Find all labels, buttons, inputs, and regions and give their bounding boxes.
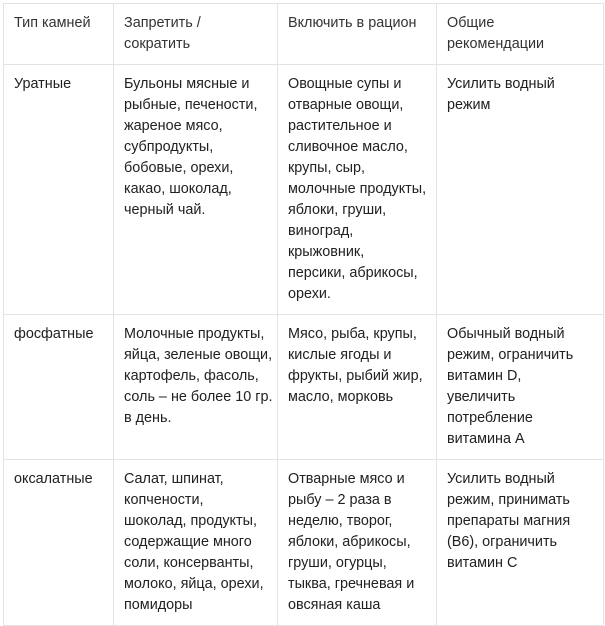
cell-line: жареное мясо, xyxy=(124,118,223,134)
stone-type-cell xyxy=(4,65,114,315)
cell-line: Уратные xyxy=(14,76,72,92)
cell-line: Тип камней xyxy=(14,15,91,31)
cell-line: растительное и xyxy=(288,118,392,134)
cell-line: витамин С xyxy=(447,555,518,571)
cell-line: Салат, шпинат, xyxy=(124,471,224,487)
cell-line: орехи. xyxy=(288,286,331,302)
cell-line: тыква, гречневая и xyxy=(288,576,415,592)
cell-line: молочные продукты, xyxy=(288,181,427,197)
cell-line: Запретить / xyxy=(124,15,201,31)
cell-line: Усилить водный xyxy=(447,471,555,487)
cell-line: режим, принимать xyxy=(447,492,570,508)
header-stone-type xyxy=(4,4,114,65)
stone-type-cell xyxy=(4,460,114,626)
table-row xyxy=(4,315,604,460)
restrict-cell xyxy=(114,65,278,315)
cell-line: рекомендации xyxy=(447,36,545,52)
cell-line: груши, огурцы, xyxy=(288,555,387,571)
cell-line: бобовые, орехи, xyxy=(124,160,234,176)
cell-line: Общие xyxy=(447,15,495,31)
cell-line: рыбные, печености, xyxy=(124,97,258,113)
cell-line: режим xyxy=(447,97,491,113)
cell-line: препараты магния xyxy=(447,513,571,529)
cell-line: увеличить xyxy=(447,389,516,405)
cell-line: в день. xyxy=(124,410,172,426)
cell-line: виноград, xyxy=(288,223,354,239)
cell-line: режим, ограничить xyxy=(447,347,574,363)
restrict-cell xyxy=(114,315,278,460)
cell-line: рыбу – 2 раза в xyxy=(288,492,392,508)
cell-line: (В6), ограничить xyxy=(447,534,558,550)
cell-line: витамина А xyxy=(447,431,525,447)
cell-line: Овощные супы и xyxy=(288,76,402,92)
cell-line: яблоки, груши, xyxy=(288,202,387,218)
cell-line: молоко, яйца, орехи, xyxy=(124,576,264,592)
cell-line: сливочное масло, xyxy=(288,139,408,155)
advice-cell xyxy=(437,65,604,315)
cell-line: Мясо, рыба, крупы, xyxy=(288,326,417,342)
cell-line: оксалатные xyxy=(14,471,93,487)
cell-line: субпродукты, xyxy=(124,139,214,155)
advice-cell xyxy=(437,460,604,626)
cell-line: картофель, фасоль, xyxy=(124,368,259,384)
cell-line: Молочные продукты, xyxy=(124,326,265,342)
header-restrict xyxy=(114,4,278,65)
cell-line: яйца, зеленые овощи, xyxy=(124,347,273,363)
restrict-cell xyxy=(114,460,278,626)
diet-table xyxy=(3,3,604,626)
header-recommendations xyxy=(437,4,604,65)
cell-line: крыжовник, xyxy=(288,244,365,260)
cell-line: неделю, творог, xyxy=(288,513,393,529)
cell-line: персики, абрикосы, xyxy=(288,265,418,281)
cell-line: Усилить водный xyxy=(447,76,555,92)
table-row xyxy=(4,65,604,315)
cell-line: Обычный водный xyxy=(447,326,565,342)
cell-line: витамин D, xyxy=(447,368,522,384)
include-cell xyxy=(278,315,437,460)
advice-cell xyxy=(437,315,604,460)
cell-line: сократить xyxy=(124,36,191,52)
cell-line: помидоры xyxy=(124,597,193,613)
table-header-row xyxy=(4,4,604,65)
cell-line: потребление xyxy=(447,410,533,426)
cell-line: какао, шоколад, xyxy=(124,181,232,197)
header-include xyxy=(278,4,437,65)
cell-line: соль – не более 10 гр. xyxy=(124,389,273,405)
cell-line: Отварные мясо и xyxy=(288,471,405,487)
cell-line: овсяная каша xyxy=(288,597,381,613)
cell-line: Включить в рацион xyxy=(288,15,417,31)
cell-line: копчености, xyxy=(124,492,204,508)
cell-line: фосфатные xyxy=(14,326,94,342)
include-cell xyxy=(278,65,437,315)
cell-line: Бульоны мясные и xyxy=(124,76,250,92)
cell-line: черный чай. xyxy=(124,202,206,218)
cell-line: кислые ягоды и xyxy=(288,347,392,363)
cell-line: масло, морковь xyxy=(288,389,394,405)
cell-line: фрукты, рыбий жир, xyxy=(288,368,423,384)
cell-line: соли, консерванты, xyxy=(124,555,254,571)
table-row xyxy=(4,460,604,626)
stone-type-cell xyxy=(4,315,114,460)
cell-line: крупы, сыр, xyxy=(288,160,366,176)
cell-line: содержащие много xyxy=(124,534,252,550)
cell-line: яблоки, абрикосы, xyxy=(288,534,411,550)
cell-line: отварные овощи, xyxy=(288,97,404,113)
cell-line: шоколад, продукты, xyxy=(124,513,257,529)
include-cell xyxy=(278,460,437,626)
